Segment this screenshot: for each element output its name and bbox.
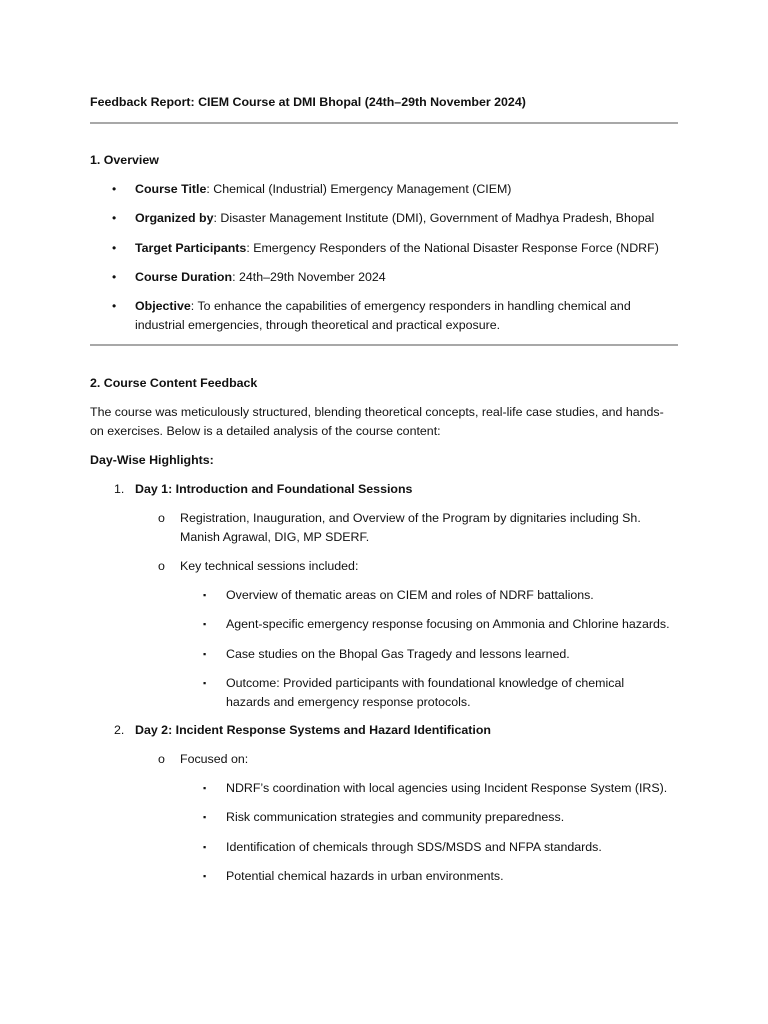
- point-item: Potential chemical hazards in urban environments.: [226, 869, 504, 883]
- highlights-heading: Day-Wise Highlights:: [90, 453, 214, 467]
- overview-heading: 1. Overview: [90, 153, 159, 167]
- day-title: Day 2: Incident Response Systems and Hazard Identification: [135, 723, 491, 737]
- square-bullet-icon: ▪: [203, 783, 207, 793]
- sub-item-continued: Manish Agrawal, DIG, MP SDERF.: [180, 530, 370, 544]
- sub-bullet-icon: o: [158, 511, 165, 525]
- square-bullet-icon: ▪: [203, 842, 207, 852]
- overview-item: Course Duration: 24th–29th November 2024: [135, 270, 386, 284]
- day-number: 2.: [114, 723, 125, 737]
- point-item: Outcome: Provided participants with foundational knowledge of chemical: [226, 676, 625, 690]
- point-item: Case studies on the Bhopal Gas Tragedy and lessons learned.: [226, 647, 570, 661]
- overview-item: Organized by: Disaster Management Institute (DMI), Government of Madhya Pradesh, Bhopal: [135, 211, 655, 225]
- square-bullet-icon: ▪: [203, 649, 207, 659]
- sub-bullet-icon: o: [158, 752, 165, 766]
- sub-item: Key technical sessions included:: [180, 559, 359, 573]
- square-bullet-icon: ▪: [203, 678, 207, 688]
- square-bullet-icon: ▪: [203, 619, 207, 629]
- point-item: Agent-specific emergency response focusing on Ammonia and Chlorine hazards.: [226, 617, 670, 631]
- intro-paragraph-continued: on exercises. Below is a detailed analysis of the course content:: [90, 424, 441, 438]
- bullet-icon: •: [112, 182, 117, 196]
- square-bullet-icon: ▪: [203, 871, 207, 881]
- bullet-icon: •: [112, 299, 117, 313]
- point-item: Identification of chemicals through SDS/MSDS and NFPA standards.: [226, 840, 602, 854]
- day-number: 1.: [114, 482, 125, 496]
- sub-item: Focused on:: [180, 752, 249, 766]
- sub-bullet-icon: o: [158, 559, 165, 573]
- point-item: Overview of thematic areas on CIEM and roles of NDRF battalions.: [226, 588, 594, 602]
- overview-item: Course Title: Chemical (Industrial) Emergency Management (CIEM): [135, 182, 512, 196]
- bullet-icon: •: [112, 241, 117, 255]
- bullet-icon: •: [112, 270, 117, 284]
- overview-item-continued: industrial emergencies, through theoretical and practical exposure.: [135, 318, 501, 332]
- divider: [90, 122, 678, 124]
- overview-item: Target Participants: Emergency Responders of the National Disaster Response Force (NDRF): [135, 241, 659, 255]
- intro-paragraph: The course was meticulously structured, blending theoretical concepts, real-life case studies, and hands-: [90, 405, 664, 419]
- divider: [90, 344, 678, 346]
- point-item: Risk communication strategies and community preparedness.: [226, 810, 565, 824]
- overview-item: Objective: To enhance the capabilities of emergency responders in handling chemical and: [135, 299, 631, 313]
- point-item: NDRF’s coordination with local agencies using Incident Response System (IRS).: [226, 781, 668, 795]
- bullet-icon: •: [112, 211, 117, 225]
- day-title: Day 1: Introduction and Foundational Sessions: [135, 482, 413, 496]
- square-bullet-icon: ▪: [203, 812, 207, 822]
- report-title: Feedback Report: CIEM Course at DMI Bhopal (24th–29th November 2024): [90, 95, 526, 109]
- content-heading: 2. Course Content Feedback: [90, 376, 258, 390]
- square-bullet-icon: ▪: [203, 590, 207, 600]
- point-item-continued: hazards and emergency response protocols.: [226, 695, 471, 709]
- sub-item: Registration, Inauguration, and Overview of the Program by dignitaries including Sh.: [180, 511, 641, 525]
